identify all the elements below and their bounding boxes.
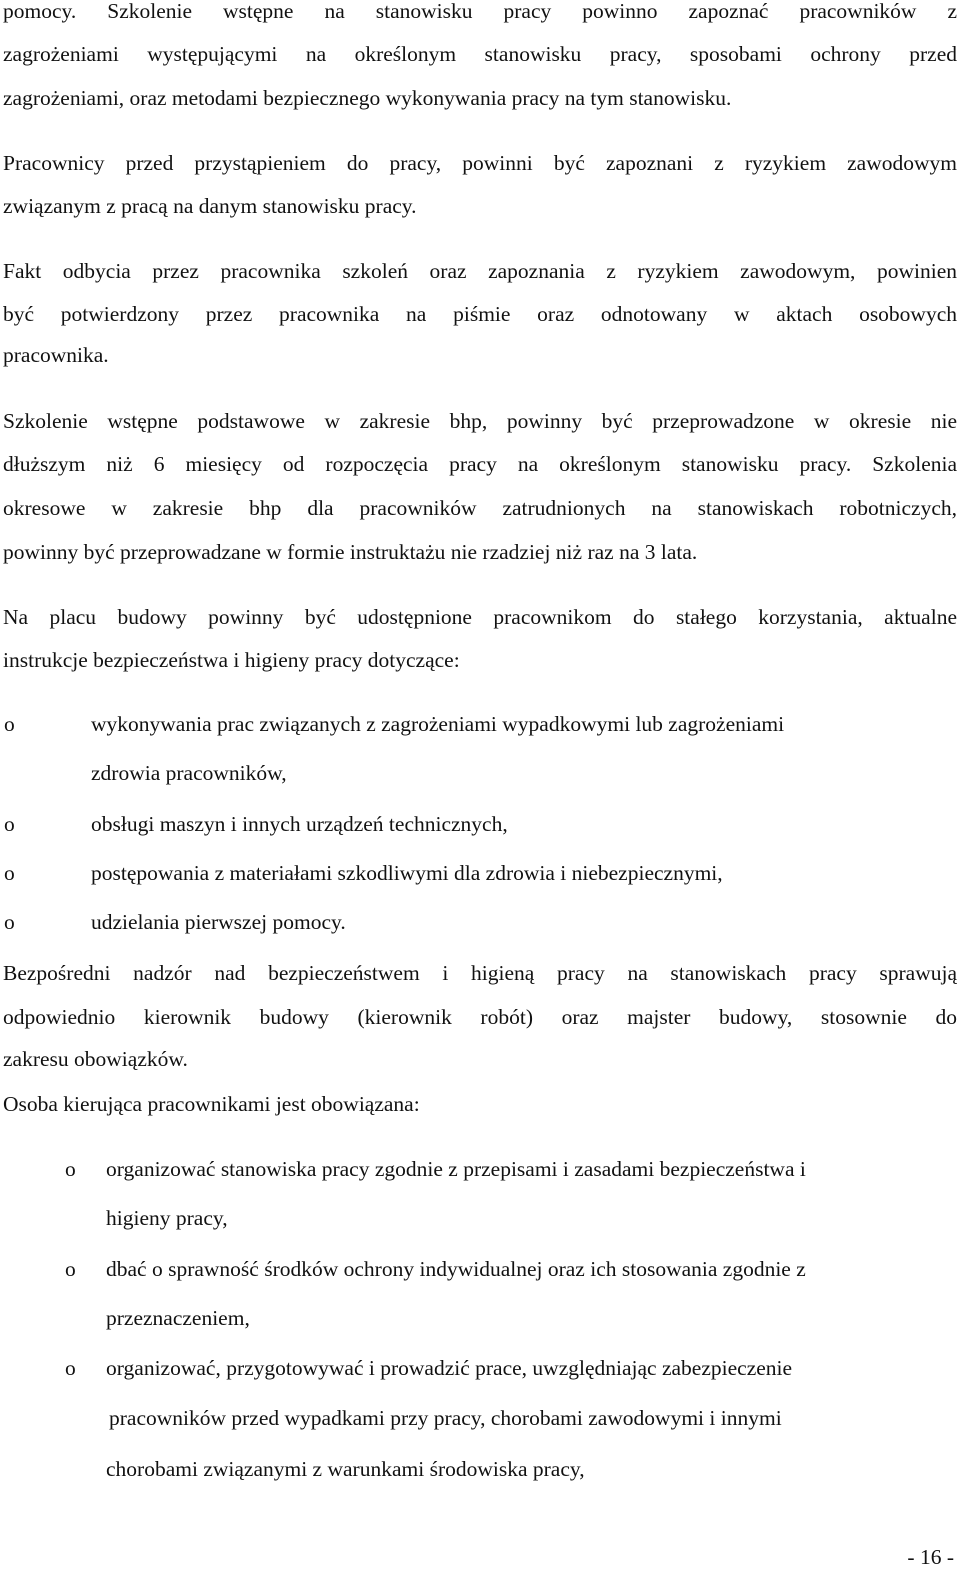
paragraph-line: zagrożeniami, oraz metodami bezpiecznego wykonywania pracy na tym stanowisku.	[3, 86, 732, 110]
paragraph-line: być potwierdzony przez pracownika na piśmie oraz odnotowany w aktach osobowych	[3, 302, 957, 326]
list-item: organizować, przygotowywać i prowadzić prace, uwzględniając zabezpieczenie	[106, 1356, 793, 1380]
paragraph-line: Pracownicy przed przystąpieniem do pracy, powinni być zapoznani z ryzykiem zawodowym	[3, 151, 957, 175]
paragraph-line: instrukcje bezpieczeństwa i higieny pracy dotyczące:	[3, 648, 460, 672]
paragraph-line: związanym z pracą na danym stanowisku pracy.	[3, 194, 417, 218]
paragraph-line: pracownika.	[3, 343, 109, 367]
bullet-marker: o	[4, 861, 15, 885]
paragraph-line: Bezpośredni nadzór nad bezpieczeństwem i higieną pracy na stanowiskach pracy sprawują	[3, 961, 957, 985]
paragraph-line: okresowe w zakresie bhp dla pracowników zatrudnionych na stanowiskach robotniczych,	[3, 496, 957, 520]
paragraph-line: zagrożeniami występującymi na określonym stanowisku pracy, sposobami ochrony przed	[3, 42, 957, 66]
list-item-continuation: chorobami związanymi z warunkami środowiska pracy,	[106, 1457, 585, 1481]
page-number: - 16 -	[907, 1545, 954, 1569]
list-item-continuation: przeznaczeniem,	[106, 1306, 250, 1330]
paragraph-line: dłuższym niż 6 miesięcy od rozpoczęcia pracy na określonym stanowisku pracy. Szkolenia	[3, 452, 957, 476]
bullet-marker: o	[65, 1257, 76, 1281]
bullet-marker: o	[4, 712, 15, 736]
paragraph-line: powinny być przeprowadzane w formie instruktażu nie rzadziej niż raz na 3 lata.	[3, 540, 698, 564]
bullet-marker: o	[65, 1157, 76, 1181]
paragraph-line: pomocy. Szkolenie wstępne na stanowisku pracy powinno zapoznać pracowników z	[3, 0, 957, 23]
list-item: obsługi maszyn i innych urządzeń technicznych,	[91, 812, 508, 836]
bullet-marker: o	[65, 1356, 76, 1380]
list-item: organizować stanowiska pracy zgodnie z przepisami i zasadami bezpieczeństwa i	[106, 1157, 806, 1181]
paragraph-line: Na placu budowy powinny być udostępnione pracownikom do stałego korzystania, aktualne	[3, 605, 957, 629]
bullet-marker: o	[4, 812, 15, 836]
list-item: dbać o sprawność środków ochrony indywidualnej oraz ich stosowania zgodnie z	[106, 1257, 806, 1281]
list-item-continuation: zdrowia pracowników,	[91, 761, 287, 785]
bullet-marker: o	[4, 910, 15, 934]
paragraph-line: Osoba kierująca pracownikami jest obowiązana:	[3, 1092, 420, 1116]
list-item-continuation: higieny pracy,	[106, 1206, 228, 1230]
list-item: udzielania pierwszej pomocy.	[91, 910, 346, 934]
paragraph-line: Szkolenie wstępne podstawowe w zakresie bhp, powinny być przeprowadzone w okresie nie	[3, 409, 957, 433]
paragraph-line: zakresu obowiązków.	[3, 1047, 188, 1071]
list-item: wykonywania prac związanych z zagrożeniami wypadkowymi lub zagrożeniami	[91, 712, 785, 736]
list-item-continuation: pracowników przed wypadkami przy pracy, chorobami zawodowymi i innymi	[109, 1406, 782, 1430]
list-item: postępowania z materiałami szkodliwymi dla zdrowia i niebezpiecznymi,	[91, 861, 723, 885]
paragraph-line: odpowiednio kierownik budowy (kierownik robót) oraz majster budowy, stosownie do	[3, 1005, 957, 1029]
paragraph-line: Fakt odbycia przez pracownika szkoleń oraz zapoznania z ryzykiem zawodowym, powinien	[3, 259, 957, 283]
